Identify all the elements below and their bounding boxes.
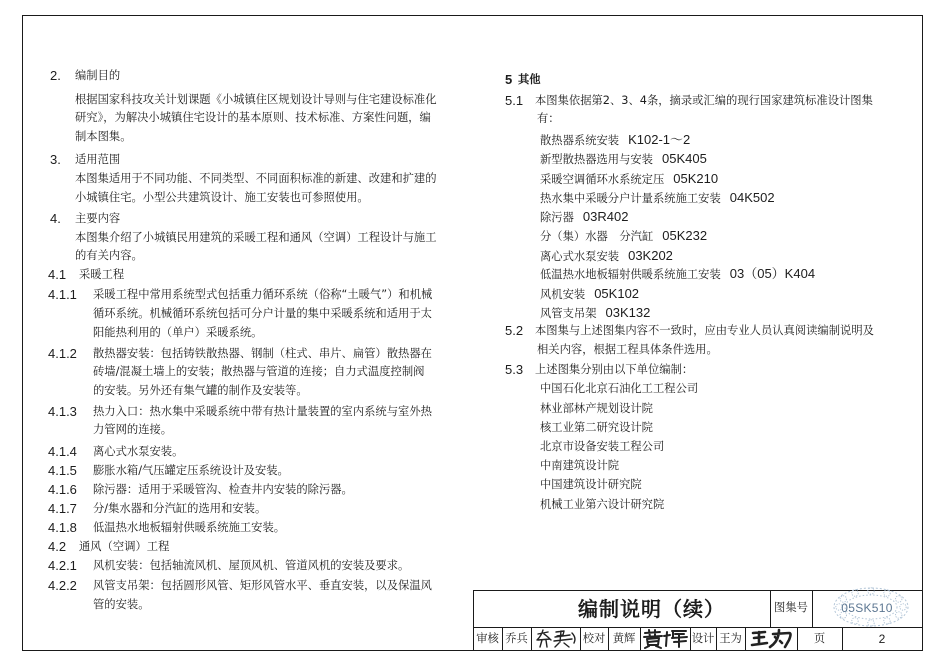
item-4-1-2-line: 的安装。另外还有集气罐的制作及安装等。 bbox=[93, 384, 308, 397]
section-3-title: 适用范围 bbox=[75, 153, 121, 166]
section-5-number: 5 bbox=[505, 72, 513, 87]
compiler-unit: 中国建筑设计研究院 bbox=[540, 478, 642, 491]
designer-signature bbox=[749, 628, 794, 649]
designer-name: 王为 bbox=[719, 632, 742, 645]
item-4-1-2-number: 4.1.2 bbox=[48, 346, 77, 361]
atlas-code: 04K502 bbox=[729, 190, 775, 205]
section-4-1-title: 采暖工程 bbox=[79, 268, 125, 281]
atlas-name: 新型散热器选用与安装 bbox=[540, 153, 653, 166]
item-5-2-line: 相关内容，根据工程具体条件选用。 bbox=[537, 343, 718, 356]
section-5-title: 其他 bbox=[518, 73, 541, 86]
item-5-3-line: 上述图集分别由以下单位编制： bbox=[535, 363, 694, 376]
atlas-name: 热水集中采暖分户计量系统施工安装 bbox=[540, 192, 721, 205]
title-block-divider bbox=[531, 627, 532, 650]
title-block-divider bbox=[640, 627, 641, 650]
item-4-2-2-number: 4.2.2 bbox=[48, 578, 77, 593]
atlas-code: K102-1～2 bbox=[628, 132, 691, 147]
compiler-unit: 核工业第二研究设计院 bbox=[540, 421, 653, 434]
atlas-name: 风管支吊架 bbox=[540, 307, 597, 320]
atlas-entry bbox=[540, 131, 690, 147]
atlas-entry bbox=[540, 150, 707, 166]
sheet-title: 编制说明（续） bbox=[578, 597, 725, 621]
item-4-1-3-number: 4.1.3 bbox=[48, 404, 77, 419]
item-4-2-2-line: 管的安装。 bbox=[93, 598, 150, 611]
item-4-1-4-number: 4.1.4 bbox=[48, 444, 77, 459]
section-2-line: 制本图集。 bbox=[75, 130, 132, 143]
atlas-entry bbox=[540, 285, 639, 301]
section-4-line: 本图集介绍了小城镇民用建筑的采暖工程和通风（空调）工程设计与施工 bbox=[75, 231, 437, 244]
item-4-1-1-line: 采暖工程中常用系统型式包括重力循环系统（俗称“土暖气”）和机械 bbox=[93, 288, 433, 301]
atlas-code: 03R402 bbox=[582, 209, 629, 224]
atlas-code: 03K202 bbox=[628, 248, 673, 263]
section-4-2-title: 通风（空调）工程 bbox=[79, 540, 170, 553]
atlas-entry bbox=[540, 265, 815, 281]
item-4-1-2-line: 砖墙/混凝土墙上的安装；散热器与管道的连接；自力式温度控制阀 bbox=[93, 365, 425, 378]
compiler-unit: 中国石化北京石油化工工程公司 bbox=[540, 382, 699, 395]
item-4-1-7-number: 4.1.7 bbox=[48, 501, 77, 516]
atlas-number: 05SK510 bbox=[841, 601, 893, 615]
item-4-1-8-line: 低温热水地板辐射供暖系统施工安装。 bbox=[93, 521, 286, 534]
item-4-1-1-line: 循环系统。机械循环系统包括可分户计量的集中采暖系统和适用于太 bbox=[93, 307, 432, 320]
section-2-number: 2. bbox=[50, 68, 61, 83]
item-5-2-number: 5.2 bbox=[505, 323, 524, 338]
item-5-1-line: 有： bbox=[537, 112, 560, 125]
atlas-name: 分（集）水器 分汽缸 bbox=[540, 230, 654, 243]
atlas-code: 03K132 bbox=[605, 305, 651, 320]
section-4-number: 4. bbox=[50, 211, 61, 226]
atlas-entry bbox=[540, 227, 707, 243]
compiler-unit: 北京市设备安装工程公司 bbox=[540, 440, 665, 453]
title-block-divider bbox=[745, 627, 746, 650]
item-4-1-4-line: 离心式水泵安装。 bbox=[93, 445, 184, 458]
item-4-1-3-line: 力管网的连接。 bbox=[93, 423, 173, 436]
atlas-code: 05K405 bbox=[661, 151, 707, 166]
item-4-1-8-number: 4.1.8 bbox=[48, 520, 77, 535]
reviewer-label: 审核 bbox=[476, 632, 499, 645]
item-5-3-number: 5.3 bbox=[505, 362, 524, 377]
section-2-line: 研究》，为解决小城镇住宅设计的基本原则、技术标准、方案性问题，编 bbox=[75, 111, 431, 124]
section-4-1-number: 4.1 bbox=[48, 267, 67, 282]
designer-label: 设计 bbox=[691, 632, 715, 645]
atlas-entry bbox=[540, 304, 650, 320]
section-2-title: 编制目的 bbox=[75, 69, 121, 82]
checker-signature bbox=[642, 628, 689, 649]
item-4-1-5-number: 4.1.5 bbox=[48, 463, 77, 478]
atlas-entry bbox=[540, 247, 673, 263]
item-4-1-1-line: 阳能热利用的（单户）采暖系统。 bbox=[93, 326, 263, 339]
item-4-1-2-line: 散热器安装：包括铸铁散热器、钢制（柱式、串片、扁管）散热器在 bbox=[93, 347, 432, 360]
item-4-1-1-number: 4.1.1 bbox=[48, 287, 77, 302]
checker-name: 黄辉 bbox=[612, 632, 636, 645]
atlas-name: 散热器系统安装 bbox=[540, 134, 620, 147]
atlas-code: 03（05）K404 bbox=[729, 266, 816, 281]
page-label: 页 bbox=[813, 632, 826, 645]
item-4-1-6-number: 4.1.6 bbox=[48, 482, 77, 497]
item-4-2-1-number: 4.2.1 bbox=[48, 558, 77, 573]
atlas-name: 采暖空调循环水系统定压 bbox=[540, 173, 665, 186]
section-3-line: 小城镇住宅。小型公共建筑设计、施工安装也可参照使用。 bbox=[75, 191, 369, 204]
item-4-2-1-line: 风机安装：包括轴流风机、屋顶风机、管道风机的安装及要求。 bbox=[93, 559, 410, 572]
atlas-name: 除污器 bbox=[540, 211, 574, 224]
section-3-number: 3. bbox=[50, 152, 61, 167]
atlas-entry bbox=[540, 170, 718, 186]
section-4-2-number: 4.2 bbox=[48, 539, 67, 554]
compiler-unit: 中南建筑设计院 bbox=[540, 459, 620, 472]
section-2-line: 根据国家科技攻关计划课题《小城镇住区规划设计导则与住宅建设标准化 bbox=[75, 93, 437, 106]
item-5-1-line: 本图集依据第2、3、4条，摘录或汇编的现行国家建筑标准设计图集 bbox=[535, 94, 873, 107]
section-4-title: 主要内容 bbox=[75, 212, 121, 225]
item-4-1-5-line: 膨胀水箱/气压罐定压系统设计及安装。 bbox=[93, 464, 289, 477]
item-4-1-6-line: 除污器：适用于采暖管沟、检查井内安装的除污器。 bbox=[93, 483, 353, 496]
atlas-name: 低温热水地板辐射供暖系统施工安装 bbox=[540, 268, 721, 281]
atlas-code: 05K232 bbox=[662, 228, 708, 243]
atlas-name: 离心式水泵安装 bbox=[540, 250, 620, 263]
section-4-line: 的有关内容。 bbox=[75, 249, 143, 262]
reviewer-signature bbox=[534, 628, 578, 649]
compiler-unit: 林业部林产规划设计院 bbox=[540, 402, 653, 415]
item-5-2-line: 本图集与上述图集内容不一致时，应由专业人员认真阅读编制说明及 bbox=[535, 324, 874, 337]
atlas-name: 风机安装 bbox=[540, 288, 586, 301]
page-number: 2 bbox=[878, 632, 886, 646]
item-4-1-3-line: 热力入口：热水集中采暖系统中带有热计量装置的室内系统与室外热 bbox=[93, 405, 432, 418]
compiler-unit: 机械工业第六设计研究院 bbox=[540, 498, 665, 511]
item-5-1-number: 5.1 bbox=[505, 93, 524, 108]
atlas-number-label: 图集号 bbox=[774, 601, 808, 614]
item-4-2-2-line: 风管支吊架：包括圆形风管、矩形风管水平、垂直安装，以及保温风 bbox=[93, 579, 432, 592]
checker-label: 校对 bbox=[582, 632, 606, 645]
reviewer-name: 乔兵 bbox=[505, 632, 528, 645]
atlas-code: 05K210 bbox=[673, 171, 719, 186]
atlas-entry bbox=[540, 189, 775, 205]
section-3-line: 本图集适用于不同功能、不同类型、不同面积标准的新建、改建和扩建的 bbox=[75, 172, 437, 185]
atlas-entry bbox=[540, 208, 628, 224]
item-4-1-7-line: 分/集水器和分汽缸的选用和安装。 bbox=[93, 502, 267, 515]
atlas-code: 05K102 bbox=[594, 286, 640, 301]
